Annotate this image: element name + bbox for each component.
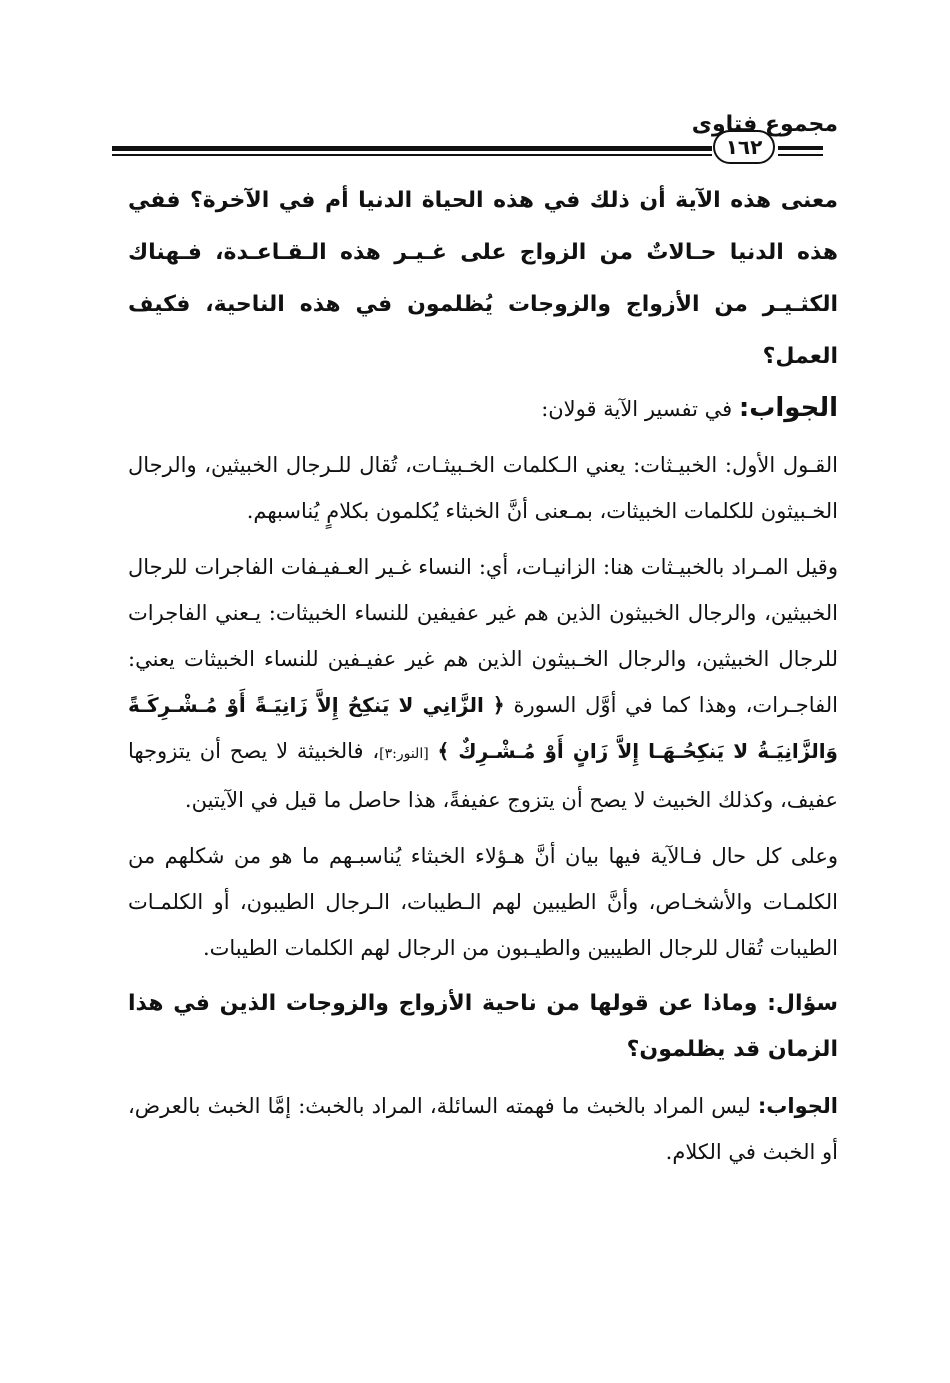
book-title: مجموع فتاوى xyxy=(691,112,838,137)
second-opinion-conclusion: ، فالخبيثة لا يصح أن يتزوجها عفيف، وكذلك الخبيث لا يصح أن يتزوج عفيفةً، هذا حاصل ما قيل في الآيتين. xyxy=(128,739,838,812)
second-answer-label: الجواب: xyxy=(757,1094,838,1118)
second-answer-text: ليس المراد بالخبث ما فهمته السائلة، المراد بالخبث: إمَّا الخبث بالعرض، أو الخبث في الكلام. xyxy=(128,1094,838,1164)
answer-intro-text: في تفسير الآية قولان: xyxy=(541,397,739,421)
page-body xyxy=(128,175,838,1175)
header-rule-short-thin xyxy=(778,154,823,156)
second-question-paragraph: سؤال: وماذا عن قولها من ناحية الأزواج والزوجات الذين في هذا الزمان قد يظلمون؟ xyxy=(128,991,838,1062)
answer-label: الجواب: xyxy=(738,393,838,423)
header-rule-short xyxy=(778,146,823,150)
second-answer-paragraph xyxy=(128,1083,838,1175)
answer-intro xyxy=(128,385,838,432)
question-paragraph: معنى هذه الآية أن ذلك في هذه الحياة الدنيا أم في الآخرة؟ ففي هذه الدنيا حـالاتٌ من الزواج على غـيـر هذه الـقـاعـدة، فـهناك الكثـيـر من الأزواج والزوجات يُظلمون في هذه الناحية، فكيف العمل؟ xyxy=(128,188,838,369)
verse-reference: [النور:٣] xyxy=(379,746,429,762)
second-opinion-paragraph xyxy=(128,544,838,823)
first-opinion-paragraph: القـول الأول: الخبيـثات: يعني الـكلمات الخـبيثـات، تُقال للـرجال الخبيثين، والرجال الخـبيثون للكلمات الخبيثات، بمـعنى أنَّ الخبثاء يُكلمون بكلامٍ يُناسبهم. xyxy=(128,453,838,523)
second-opinion-text: وقيل المـراد بالخبيـثات هنا: الزانيـات، أي: النساء غـير العـفيـفات الفاجرات للرجال الخبيثين، والرجال الخبيثون الذين هم غير عفيفين للنساء الخبيثات: يـعني الفاجرات للرجال الخبيثين، والرجال الخـبيثون الذين هم غير عفيـفين للنساء الخبيثات يعني: الفاجـرات، وهذا كما في أوَّل السورة xyxy=(128,555,839,717)
header-rule-thin xyxy=(112,154,712,156)
quran-verse: ﴿ الزَّانِي لا يَنكِحُ إِلاَّ زَانِيَـةً أَوْ مُـشْـرِكَـةً وَالزَّانِيَـةُ لا يَنكِحُـهَـا إِلاَّ زَانٍ أَوْ مُـشْـرِكٌ ﴾ xyxy=(128,693,838,763)
page-number: ١٦٢ xyxy=(713,130,775,164)
header-rule xyxy=(112,146,712,151)
summary-paragraph: وعلى كل حال فـالآية فيها بيان أنَّ هـؤلاء الخبثاء يُناسبـهم ما هو من شكلهم من الكلمـات والأشخـاص، وأنَّ الطيبين لهم الـطيبات، الـرجال الطيبون، أو الكلمـات الطيبات تُقال للرجال الطيبين والطيـبون من الرجال لهم الكلمات الطيبات. xyxy=(128,844,838,960)
